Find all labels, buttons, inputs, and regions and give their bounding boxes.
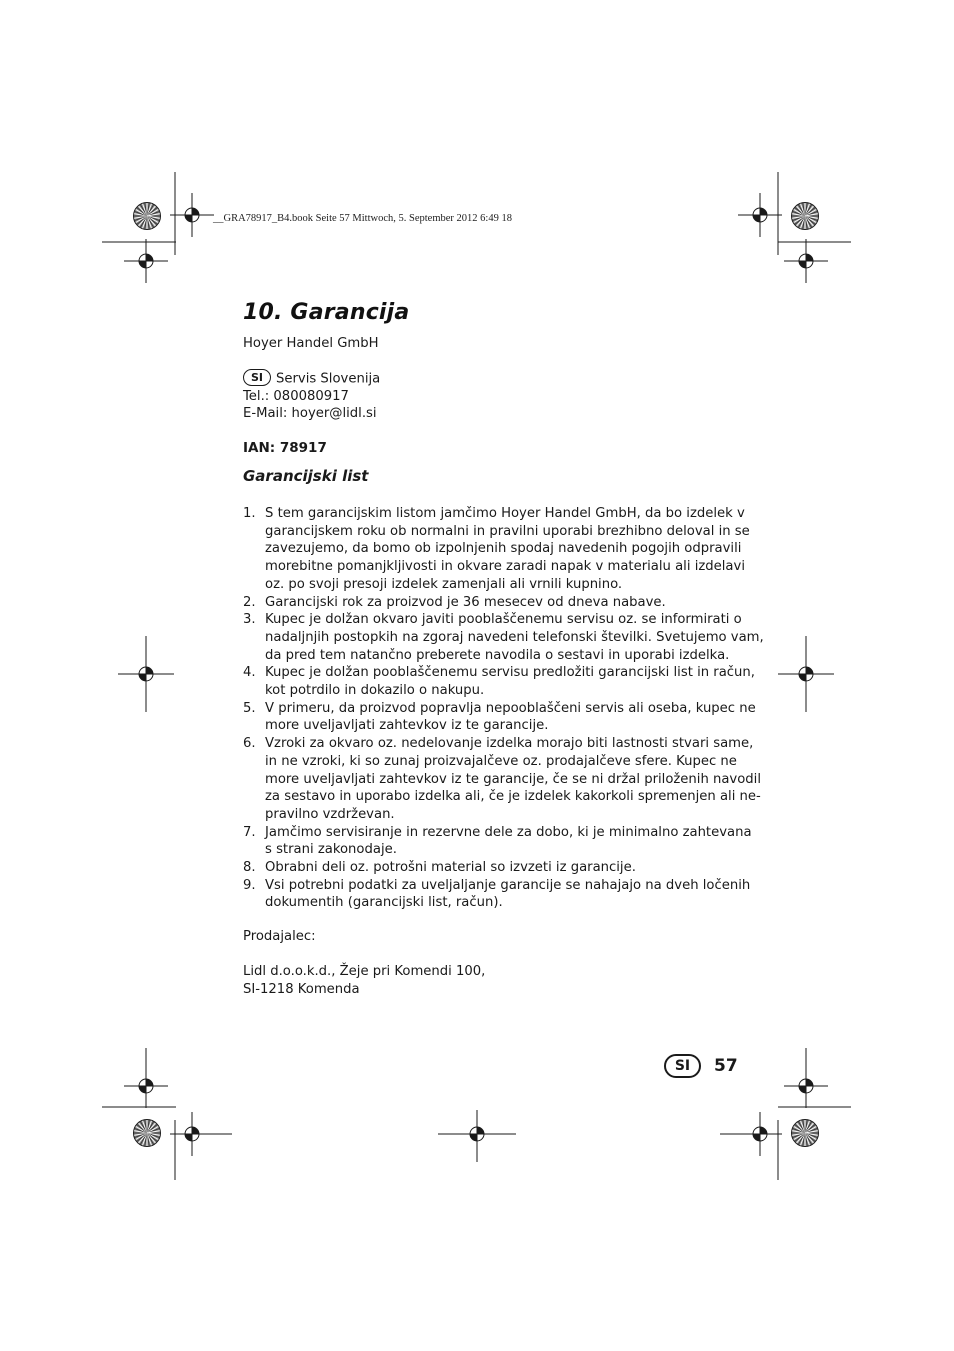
list-item-line: more uveljavljati zahtevkov iz te garancije.	[265, 718, 549, 734]
registration-quadrant	[799, 261, 806, 268]
registration-quadrant	[185, 1134, 192, 1141]
service-name: Servis Slovenija	[276, 371, 381, 387]
page-number: 57	[714, 1056, 738, 1076]
list-item-number: 6.	[243, 736, 256, 752]
list-item	[243, 877, 751, 912]
page-footer	[664, 1054, 738, 1078]
list-item-text	[265, 877, 750, 912]
company-name: Hoyer Handel GmbH	[243, 336, 379, 351]
list-item-line: kot potrdilo in dokazilo o nakupu.	[265, 683, 485, 699]
registration-quadrant	[753, 1134, 760, 1141]
service-line	[243, 370, 380, 388]
list-item-line: oz. po svoji presoji izdelek zamenjali ali vrnili kupnino.	[265, 576, 623, 592]
registration-quadrant	[146, 254, 153, 261]
list-item-line: da pred tem natančno preberete navodila o sestavi in uporabi izdelka.	[265, 647, 730, 663]
registration-quadrant	[146, 667, 153, 674]
registration-quadrant	[139, 261, 146, 268]
list-item-line: s strani zakonodaje.	[265, 842, 397, 858]
registration-quadrant	[760, 208, 767, 215]
book-file-header: __GRA78917_B4.book Seite 57 Mittwoch, 5. September 2012 6:49 18	[213, 213, 512, 224]
registration-quadrant	[139, 674, 146, 681]
registration-quadrant	[806, 1079, 813, 1086]
list-item-text	[265, 664, 755, 699]
list-item-text	[265, 611, 764, 664]
list-item-line: Vzroki za okvaro oz. nedelovanje izdelka morajo biti lastnosti stvari same,	[265, 736, 754, 752]
list-item-text	[265, 700, 756, 735]
list-item-line: za sestavo in uporabo izdelka ali, če je izdelek kakorkoli spremenjen ali ne-	[265, 789, 761, 805]
list-item-line: Jamčimo servisiranje in rezervne dele za dobo, ki je minimalno zahtevana	[265, 824, 752, 840]
list-item-number: 7.	[243, 824, 256, 840]
list-item	[243, 859, 743, 877]
ian-number: IAN: 78917	[243, 440, 327, 456]
list-item-line: Obrabni deli oz. potrošni material so izvzeti iz garancije.	[265, 860, 636, 876]
list-item-line: pravilno vzdrževan.	[265, 806, 395, 822]
warranty-card-heading: Garancijski list	[243, 467, 369, 485]
list-item-line: Kupec je dolžan okvaro javiti pooblaščenemu servisu oz. se informirati o	[265, 612, 742, 628]
list-item-line: morebitne pomanjkljivosti in okvare zaradi napak v materialu ali izdelavi	[265, 559, 745, 575]
list-item	[243, 824, 752, 859]
list-item-number: 4.	[243, 665, 256, 681]
list-item	[243, 505, 750, 594]
email-address: E-Mail: hoyer@lidl.si	[243, 406, 377, 421]
list-item	[243, 700, 756, 735]
registration-quadrant	[139, 1086, 146, 1093]
footer-country-badge: SI	[664, 1054, 701, 1078]
seller-address-line2: SI-1218 Komenda	[243, 982, 360, 997]
list-item	[243, 735, 762, 824]
list-item-line: nadaljnjih postopkih na zgoraj navedeni telefonski številki. Svetujemo vam,	[265, 629, 764, 645]
list-item-line: Vsi potrebni podatki za uveljaljanje garancije se nahajajo na dveh ločenih	[265, 877, 751, 893]
list-item-line: S tem garancijskim listom jamčimo Hoyer Handel GmbH, da bo izdelek v	[265, 506, 745, 521]
list-item	[243, 594, 743, 612]
registration-quadrant	[192, 208, 199, 215]
registration-quadrant	[185, 215, 192, 222]
list-item	[243, 611, 764, 664]
list-item-line: V primeru, da proizvod popravlja nepooblaščeni servis ali oseba, kupec ne	[265, 700, 756, 716]
registration-quadrant	[806, 667, 813, 674]
section-title: 10. Garancija	[243, 300, 410, 325]
registration-quadrant	[470, 1134, 477, 1141]
list-item-number: 1.	[243, 506, 256, 521]
warranty-terms-list	[243, 505, 764, 912]
list-item-text	[265, 735, 761, 824]
list-item	[243, 664, 755, 699]
registration-quadrant	[799, 674, 806, 681]
list-item-text	[265, 594, 743, 612]
registration-quadrant	[753, 215, 760, 222]
list-item-line: in ne vzroki, ki so zunaj proizvajalčeve oz. prodajalčeve sfere. Kupec ne	[265, 753, 737, 769]
list-item-line: more uveljavljati zahtevkov iz te garancije, če se ni držal priloženih navodil	[265, 771, 762, 787]
seller-address-line1: Lidl d.o.o.k.d., Žeje pri Komendi 100,	[243, 964, 486, 979]
list-item-number: 2.	[243, 594, 256, 610]
registration-quadrant	[192, 1127, 199, 1134]
registration-quadrant	[760, 1127, 767, 1134]
list-item-number: 5.	[243, 700, 256, 716]
registration-quadrant	[146, 1079, 153, 1086]
registration-quadrant	[799, 1086, 806, 1093]
list-item-number: 3.	[243, 612, 256, 628]
list-item-line: dokumentih (garancijski list, račun).	[265, 895, 503, 911]
seller-label: Prodajalec:	[243, 929, 316, 944]
phone-number: Tel.: 080080917	[243, 389, 349, 404]
country-badge: SI	[243, 369, 271, 386]
list-item-number: 8.	[243, 860, 256, 876]
registration-quadrant	[806, 254, 813, 261]
list-item-text	[265, 824, 752, 859]
list-item-number: 9.	[243, 877, 256, 893]
list-item-text	[265, 859, 743, 877]
registration-quadrant	[477, 1127, 484, 1134]
list-item-line: garancijskem roku ob normalni in pravilni uporabi brezhibno deloval in se	[265, 523, 750, 539]
list-item-text	[265, 505, 750, 594]
list-item-line: Kupec je dolžan pooblaščenemu servisu predložiti garancijski list in račun,	[265, 665, 755, 681]
list-item-line: zavezujemo, da bomo ob izpolnjenih spodaj navedenih pogojih odpravili	[265, 541, 742, 557]
list-item-line: Garancijski rok za proizvod je 36 mesecev od dneva nabave.	[265, 594, 666, 610]
